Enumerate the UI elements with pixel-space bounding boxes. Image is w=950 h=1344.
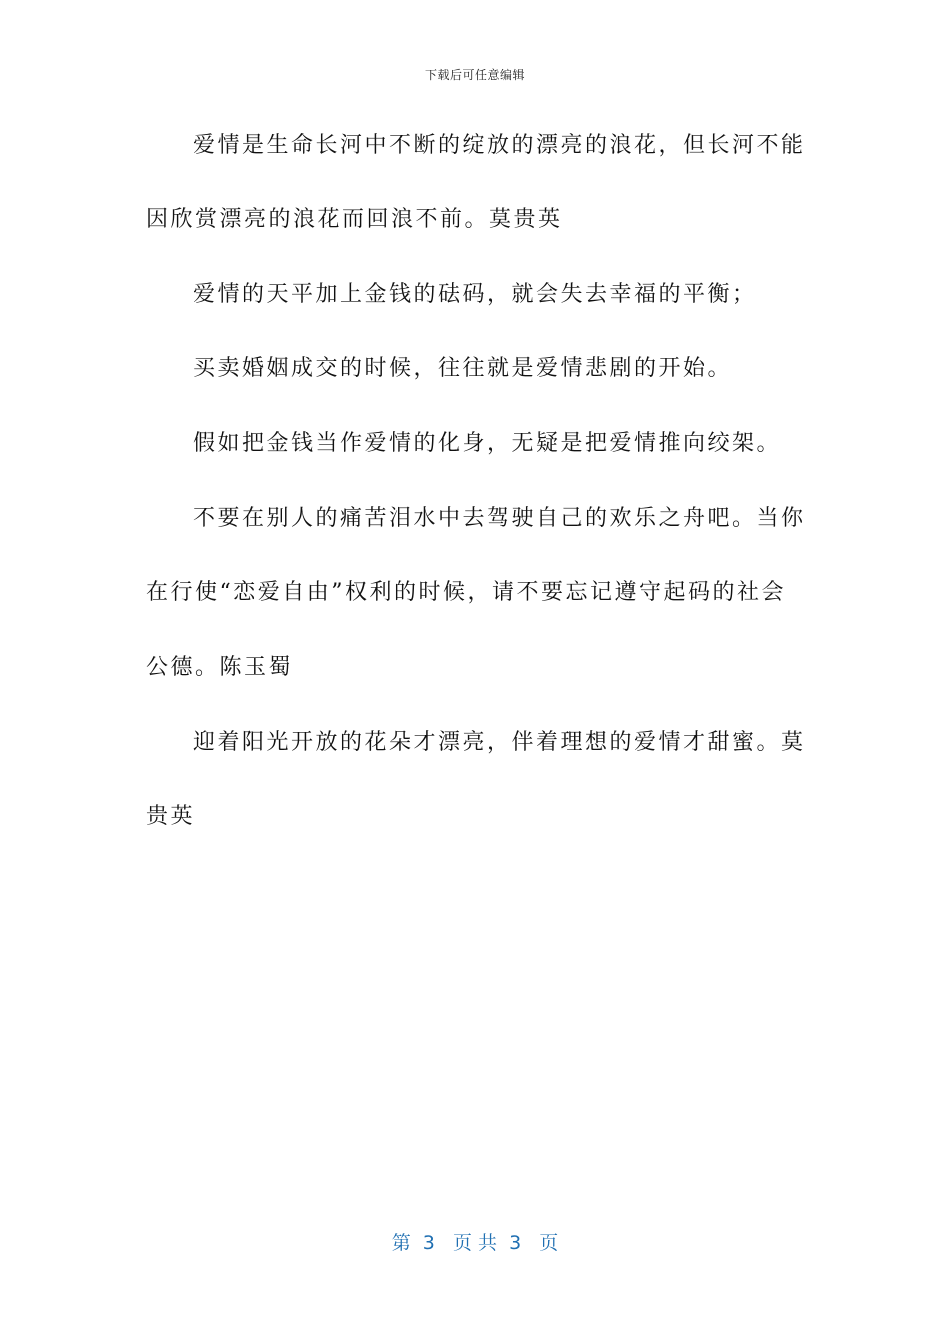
paragraph-line: 不要在别人的痛苦泪水中去驾驶自己的欢乐之舟吧。当你 [193, 506, 806, 531]
page-number-footer: 第 3 页 共 3 页 [391, 1232, 559, 1254]
paragraph-line: 迎着阳光开放的花朵才漂亮，伴着理想的爱情才甜蜜。莫 [193, 730, 806, 755]
paragraph-line: 在行使“恋爱自由”权利的时候，请不要忘记遵守起码的社会 [146, 580, 786, 605]
paragraph-line: 贵英 [146, 804, 196, 829]
paragraph-line: 爱情是生命长河中不断的绽放的漂亮的浪花，但长河不能 [193, 133, 806, 158]
paragraph-line: 爱情的天平加上金钱的砝码，就会失去幸福的平衡； [193, 282, 757, 307]
paragraph-line: 买卖婚姻成交的时候，往往就是爱情悲剧的开始。 [193, 356, 733, 381]
paragraph-line: 公德。陈玉蜀 [146, 655, 294, 680]
page-header: 下载后可任意编辑 [424, 68, 525, 82]
paragraph-line: 假如把金钱当作爱情的化身，无疑是把爱情推向绞架。 [193, 431, 782, 456]
paragraph-line: 因欣赏漂亮的浪花而回浪不前。莫贵英 [146, 207, 563, 232]
